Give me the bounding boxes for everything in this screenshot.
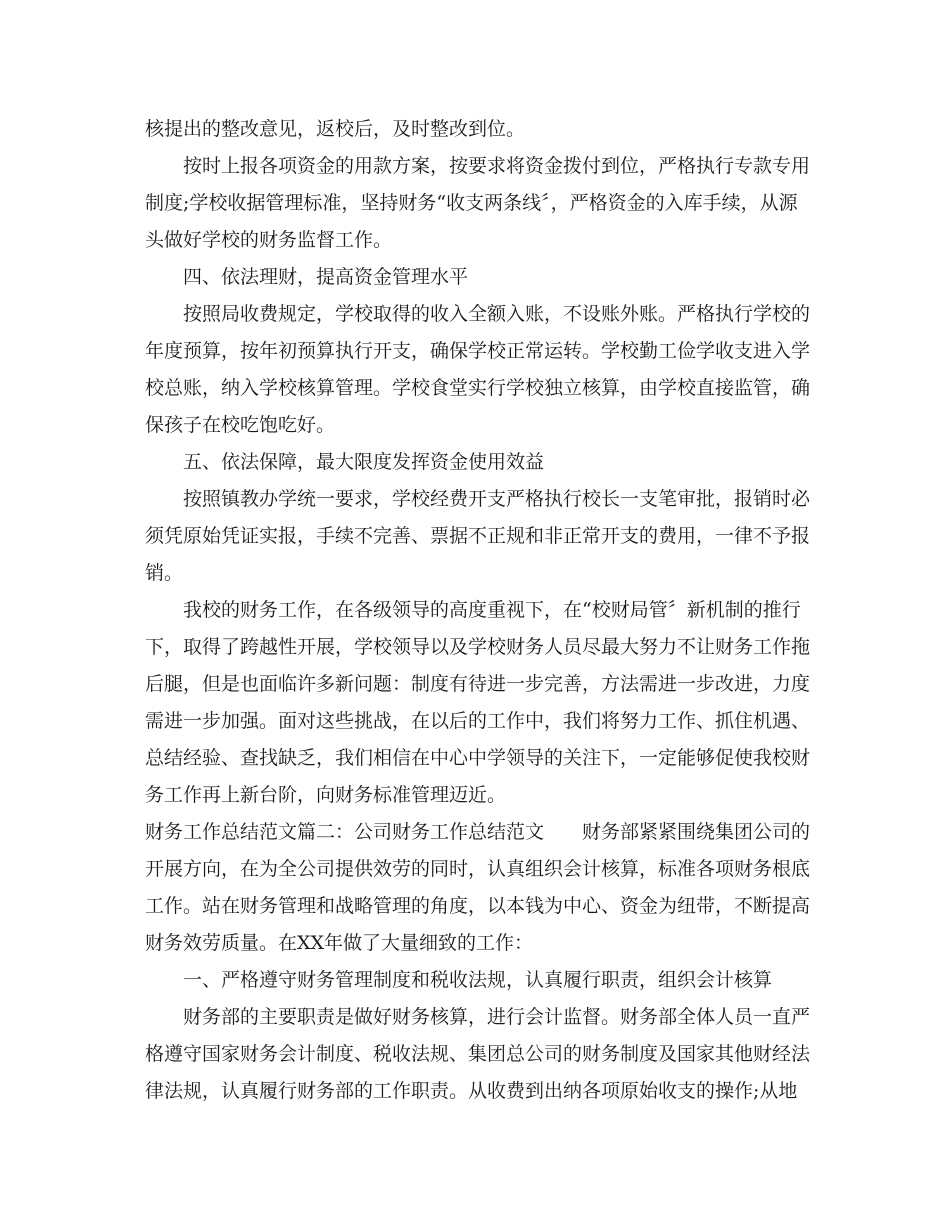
text-line: 校总账，纳入学校核算管理。学校食堂实行学校独立核算，由学校直接监管，确	[145, 377, 811, 399]
text-line: 工作。站在财务管理和战略管理的角度，以本钱为中心、资金为纽带，不断提高	[145, 895, 811, 917]
text-line: 财务部的主要职责是做好财务核算，进行会计监督。财务部全体人员一直严	[183, 1006, 811, 1028]
text-line: 财务效劳质量。在XX年做了大量细致的工作：	[145, 932, 534, 954]
text-line: 格遵守国家财务会计制度、税收法规、集团总公司的财务制度及国家其他财经法	[145, 1043, 811, 1065]
text-line: 务工作再上新台阶，向财务标准管理迈近。	[145, 784, 507, 806]
section-heading: 五、依法保障，最大限度发挥资金使用效益	[183, 451, 545, 473]
text-line: 需进一步加强。面对这些挑战，在以后的工作中，我们将努力工作、抓住机遇、	[145, 710, 811, 732]
article-title-line: 财务工作总结范文篇二：公司财务工作总结范文 财务部紧紧围绕集团公司的	[145, 821, 811, 843]
text-line: 按照镇教办学统一要求，学校经费开支严格执行校长一支笔审批，报销时必	[183, 488, 811, 510]
text-line: 年度预算，按年初预算执行开支，确保学校正常运转。学校勤工俭学收支进入学	[145, 340, 811, 362]
text-line: 总结经验、查找缺乏，我们相信在中心中学领导的关注下，一定能够促使我校财	[145, 747, 811, 769]
text-line: 我校的财务工作，在各级领导的高度重视下，在“校财局管〞新机制的推行	[183, 599, 801, 621]
text-line: 律法规，认真履行财务部的工作职责。从收费到出纳各项原始收支的操作;从地	[145, 1080, 798, 1102]
text-line: 制度;学校收据管理标准，坚持财务“收支两条线〞，严格资金的入库手续，从源	[145, 192, 798, 214]
text-line: 须凭原始凭证实报，手续不完善、票据不正规和非正常开支的费用，一律不予报	[145, 525, 811, 547]
text-line: 保孩子在校吃饱吃好。	[145, 414, 336, 436]
text-line: 开展方向，在为全公司提供效劳的同时，认真组织会计核算，标准各项财务根底	[145, 858, 811, 880]
text-line: 下，取得了跨越性开展，学校领导以及学校财务人员尽最大努力不让财务工作拖	[145, 636, 811, 658]
section-heading: 四、依法理财，提高资金管理水平	[183, 266, 469, 288]
text-line: 后腿，但是也面临许多新问题：制度有待进一步完善，方法需进一步改进，力度	[145, 673, 811, 695]
section-heading: 一、严格遵守财务管理制度和税收法规，认真履行职责，组织会计核算	[183, 969, 773, 991]
text-line: 按照局收费规定，学校取得的收入全额入账，不设账外账。严格执行学校的	[183, 303, 811, 325]
text-line: 销。	[145, 562, 184, 584]
text-line: 头做好学校的财务监督工作。	[145, 229, 393, 251]
text-line: 核提出的整改意见，返校后，及时整改到位。	[145, 118, 526, 140]
text-line: 按时上报各项资金的用款方案，按要求将资金拨付到位，严格执行专款专用	[183, 155, 811, 177]
